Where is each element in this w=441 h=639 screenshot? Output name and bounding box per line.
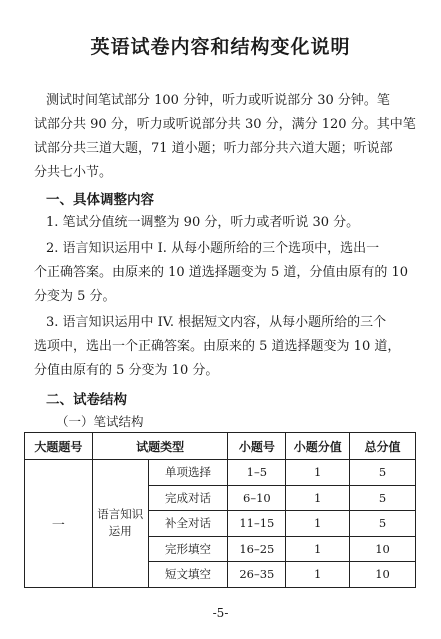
adjustment-item-2-line-2: 个正确答案。由原来的 10 道选择题变为 5 道，分值由原有的 10 (34, 265, 409, 280)
table-row (25, 460, 416, 486)
cell-big-number: 一 (25, 460, 93, 588)
cell-range: 16–25 (228, 536, 286, 562)
intro-line-1: 测试时间笔试部分 100 分钟，听力或听说部分 30 分钟。笔 (46, 93, 390, 108)
header-big-number: 大题题号 (25, 433, 93, 460)
cell-score: 1 (286, 511, 350, 537)
cell-type: 补全对话 (148, 511, 228, 537)
cell-total: 5 (350, 511, 416, 537)
cell-total: 10 (350, 562, 416, 588)
intro-line-2: 试部分共 90 分，听力或听说部分共 30 分，满分 120 分。其中笔 (34, 117, 416, 132)
table-header-row (25, 433, 416, 460)
header-total-score: 总分值 (350, 433, 416, 460)
adjustment-item-2-line-3: 分变为 5 分。 (34, 289, 116, 304)
cell-range: 26–35 (228, 562, 286, 588)
section-heading-adjustments: 一、具体调整内容 (46, 192, 154, 208)
section-heading-structure: 二、试卷结构 (46, 392, 127, 408)
cell-score: 1 (286, 460, 350, 486)
adjustment-item-3-line-2: 选项中，选出一个正确答案。由原来的 5 道选择题变为 10 道， (34, 339, 401, 354)
adjustment-item-3-line-3: 分值由原有的 5 分变为 10 分。 (34, 363, 219, 378)
cell-category-line-1: 语言知识 (97, 507, 144, 522)
cell-score: 1 (286, 536, 350, 562)
cell-category (92, 460, 148, 588)
cell-total: 5 (350, 460, 416, 486)
cell-range: 1–5 (228, 460, 286, 486)
cell-total: 5 (350, 485, 416, 511)
intro-line-4: 分共七小节。 (34, 165, 113, 180)
header-item-score: 小题分值 (286, 433, 350, 460)
header-type: 试题类型 (92, 433, 228, 460)
cell-score: 1 (286, 562, 350, 588)
adjustment-item-2-line-1: 2. 语言知识运用中 I. 从每小题所给的三个选项中，选出一 (46, 241, 380, 256)
cell-score: 1 (286, 485, 350, 511)
page-title: 英语试卷内容和结构变化说明 (90, 36, 351, 58)
structure-table (24, 432, 416, 588)
cell-total: 10 (350, 536, 416, 562)
cell-category-line-2: 运用 (108, 524, 132, 539)
cell-range: 11–15 (228, 511, 286, 537)
subsection-heading-written: （一）笔试结构 (56, 414, 144, 429)
cell-range: 6–10 (228, 485, 286, 511)
cell-type: 短文填空 (148, 562, 228, 588)
cell-type: 完成对话 (148, 485, 228, 511)
header-item-number: 小题号 (228, 433, 286, 460)
cell-type: 单项选择 (148, 460, 228, 486)
page-number: -5- (212, 606, 229, 620)
adjustment-item-3-line-1: 3. 语言知识运用中 IV. 根据短文内容，从每小题所给的三个 (46, 315, 387, 330)
adjustment-item-1: 1. 笔试分值统一调整为 90 分，听力或者听说 30 分。 (46, 215, 360, 230)
intro-line-3: 试部分共三道大题，71 道小题；听力部分共六道大题；听说部 (34, 141, 393, 156)
cell-type: 完形填空 (148, 536, 228, 562)
